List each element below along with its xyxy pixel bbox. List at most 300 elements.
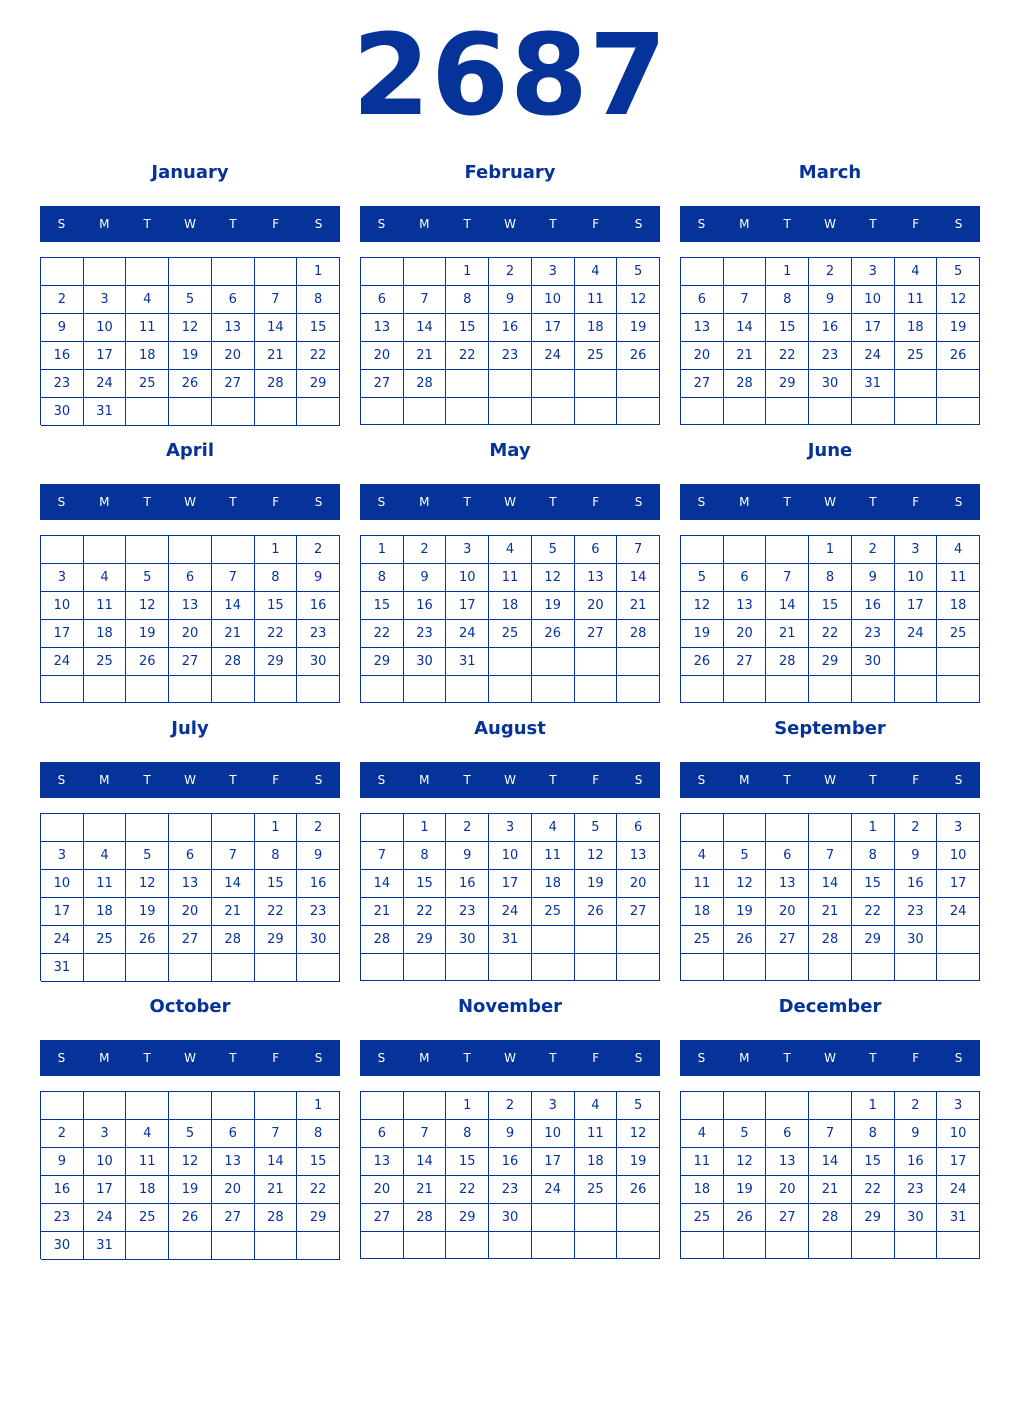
day-cell: 20 bbox=[681, 342, 724, 370]
day-cell: 20 bbox=[361, 1176, 404, 1204]
empty-cell bbox=[617, 676, 660, 703]
day-grid bbox=[360, 1091, 660, 1259]
day-cell: 5 bbox=[126, 564, 169, 592]
day-cell: 29 bbox=[852, 1204, 895, 1232]
day-cell: 15 bbox=[404, 870, 447, 898]
day-grid bbox=[680, 1091, 980, 1259]
weekday-label: W bbox=[824, 1051, 836, 1065]
empty-cell bbox=[532, 398, 575, 425]
day-cell: 23 bbox=[489, 342, 532, 370]
day-cell: 2 bbox=[489, 258, 532, 286]
day-cell: 13 bbox=[617, 842, 660, 870]
day-cell: 27 bbox=[617, 898, 660, 926]
empty-cell bbox=[724, 814, 767, 842]
empty-cell bbox=[575, 676, 618, 703]
day-cell: 17 bbox=[937, 870, 980, 898]
day-cell: 23 bbox=[297, 898, 340, 926]
weekday-label: T bbox=[549, 1051, 557, 1065]
day-cell: 16 bbox=[489, 1148, 532, 1176]
day-cell: 1 bbox=[297, 1092, 340, 1120]
empty-cell bbox=[937, 926, 980, 954]
weekday-label: S bbox=[57, 495, 66, 509]
day-cell: 27 bbox=[766, 1204, 809, 1232]
day-cell: 30 bbox=[489, 1204, 532, 1232]
day-cell: 22 bbox=[446, 1176, 489, 1204]
day-cell: 28 bbox=[404, 1204, 447, 1232]
day-cell: 21 bbox=[724, 342, 767, 370]
day-cell: 28 bbox=[361, 926, 404, 954]
day-cell: 2 bbox=[852, 536, 895, 564]
day-cell: 18 bbox=[937, 592, 980, 620]
weekday-label: T bbox=[783, 1051, 791, 1065]
weekday-header bbox=[40, 1040, 340, 1076]
day-cell: 19 bbox=[724, 1176, 767, 1204]
empty-cell bbox=[361, 814, 404, 842]
empty-cell bbox=[937, 398, 980, 425]
day-cell: 14 bbox=[809, 870, 852, 898]
day-cell: 7 bbox=[212, 842, 255, 870]
empty-cell bbox=[809, 676, 852, 703]
month-name: June bbox=[807, 440, 853, 461]
day-cell: 7 bbox=[766, 564, 809, 592]
weekday-label: T bbox=[549, 773, 557, 787]
weekday-label: T bbox=[229, 1051, 237, 1065]
empty-cell bbox=[169, 258, 212, 286]
day-cell: 26 bbox=[169, 370, 212, 398]
empty-cell bbox=[361, 1232, 404, 1259]
day-cell: 9 bbox=[489, 1120, 532, 1148]
day-cell: 27 bbox=[169, 926, 212, 954]
day-cell: 1 bbox=[255, 536, 298, 564]
weekday-label: M bbox=[419, 1051, 430, 1065]
day-cell: 18 bbox=[489, 592, 532, 620]
day-cell: 20 bbox=[212, 342, 255, 370]
day-cell: 20 bbox=[169, 898, 212, 926]
empty-cell bbox=[809, 954, 852, 981]
day-cell: 3 bbox=[532, 1092, 575, 1120]
weekday-label: M bbox=[99, 1051, 110, 1065]
day-cell: 10 bbox=[41, 870, 84, 898]
empty-cell bbox=[212, 258, 255, 286]
day-cell: 4 bbox=[532, 814, 575, 842]
day-cell: 24 bbox=[41, 926, 84, 954]
day-cell: 14 bbox=[766, 592, 809, 620]
weekday-header bbox=[40, 206, 340, 242]
day-cell: 19 bbox=[617, 1148, 660, 1176]
day-cell: 26 bbox=[937, 342, 980, 370]
weekday-label: S bbox=[954, 773, 963, 787]
day-cell: 25 bbox=[126, 370, 169, 398]
weekday-header bbox=[40, 484, 340, 520]
empty-cell bbox=[126, 954, 169, 982]
empty-cell bbox=[575, 370, 618, 398]
empty-cell bbox=[617, 954, 660, 981]
empty-cell bbox=[766, 954, 809, 981]
day-cell: 4 bbox=[126, 1120, 169, 1148]
day-cell: 29 bbox=[809, 648, 852, 676]
weekday-label: T bbox=[869, 773, 877, 787]
weekday-label: S bbox=[954, 495, 963, 509]
day-cell: 1 bbox=[766, 258, 809, 286]
day-cell: 8 bbox=[852, 1120, 895, 1148]
day-cell: 17 bbox=[84, 1176, 127, 1204]
empty-cell bbox=[446, 676, 489, 703]
weekday-header bbox=[680, 206, 980, 242]
empty-cell bbox=[41, 676, 84, 703]
empty-cell bbox=[532, 676, 575, 703]
empty-cell bbox=[126, 398, 169, 426]
day-cell: 23 bbox=[852, 620, 895, 648]
empty-cell bbox=[575, 954, 618, 981]
empty-cell bbox=[895, 1232, 938, 1259]
day-cell: 4 bbox=[84, 564, 127, 592]
day-cell: 25 bbox=[681, 1204, 724, 1232]
empty-cell bbox=[895, 954, 938, 981]
day-cell: 22 bbox=[766, 342, 809, 370]
day-cell: 15 bbox=[446, 1148, 489, 1176]
day-cell: 13 bbox=[361, 314, 404, 342]
day-cell: 17 bbox=[84, 342, 127, 370]
month-name: January bbox=[151, 162, 229, 183]
day-cell: 10 bbox=[532, 286, 575, 314]
day-cell: 30 bbox=[41, 1232, 84, 1260]
day-cell: 18 bbox=[126, 342, 169, 370]
day-cell: 30 bbox=[41, 398, 84, 426]
day-cell: 25 bbox=[895, 342, 938, 370]
day-cell: 10 bbox=[489, 842, 532, 870]
day-cell: 14 bbox=[212, 870, 255, 898]
day-cell: 3 bbox=[446, 536, 489, 564]
day-cell: 16 bbox=[41, 1176, 84, 1204]
weekday-header bbox=[360, 206, 660, 242]
day-cell: 19 bbox=[169, 1176, 212, 1204]
day-cell: 25 bbox=[489, 620, 532, 648]
weekday-label: M bbox=[99, 217, 110, 231]
weekday-label: F bbox=[592, 495, 600, 509]
weekday-label: F bbox=[912, 1051, 920, 1065]
day-cell: 19 bbox=[532, 592, 575, 620]
day-cell: 2 bbox=[41, 1120, 84, 1148]
day-cell: 13 bbox=[361, 1148, 404, 1176]
day-cell: 19 bbox=[617, 314, 660, 342]
day-cell: 14 bbox=[724, 314, 767, 342]
empty-cell bbox=[895, 398, 938, 425]
day-cell: 27 bbox=[212, 1204, 255, 1232]
day-cell: 23 bbox=[809, 342, 852, 370]
day-cell: 2 bbox=[809, 258, 852, 286]
day-cell: 22 bbox=[255, 620, 298, 648]
day-cell: 28 bbox=[212, 926, 255, 954]
day-cell: 9 bbox=[809, 286, 852, 314]
weekday-label: M bbox=[419, 217, 430, 231]
day-cell: 3 bbox=[895, 536, 938, 564]
day-cell: 9 bbox=[895, 1120, 938, 1148]
empty-cell bbox=[404, 258, 447, 286]
day-cell: 22 bbox=[809, 620, 852, 648]
day-cell: 24 bbox=[895, 620, 938, 648]
weekday-header bbox=[680, 484, 980, 520]
day-cell: 21 bbox=[809, 898, 852, 926]
day-cell: 31 bbox=[41, 954, 84, 982]
empty-cell bbox=[84, 676, 127, 703]
empty-cell bbox=[852, 1232, 895, 1259]
day-cell: 6 bbox=[169, 842, 212, 870]
day-cell: 11 bbox=[126, 314, 169, 342]
day-cell: 8 bbox=[766, 286, 809, 314]
day-cell: 12 bbox=[169, 314, 212, 342]
empty-cell bbox=[169, 954, 212, 982]
empty-cell bbox=[255, 1092, 298, 1120]
empty-cell bbox=[681, 536, 724, 564]
day-cell: 1 bbox=[361, 536, 404, 564]
day-cell: 26 bbox=[617, 1176, 660, 1204]
empty-cell bbox=[724, 954, 767, 981]
empty-cell bbox=[404, 398, 447, 425]
weekday-label: T bbox=[783, 495, 791, 509]
day-cell: 26 bbox=[681, 648, 724, 676]
year-title: 2687 bbox=[352, 11, 668, 141]
day-cell: 15 bbox=[361, 592, 404, 620]
day-cell: 9 bbox=[297, 842, 340, 870]
day-cell: 20 bbox=[724, 620, 767, 648]
day-cell: 16 bbox=[41, 342, 84, 370]
empty-cell bbox=[895, 676, 938, 703]
day-cell: 8 bbox=[297, 286, 340, 314]
weekday-label: F bbox=[592, 217, 600, 231]
day-cell: 10 bbox=[446, 564, 489, 592]
empty-cell bbox=[255, 676, 298, 703]
day-cell: 22 bbox=[297, 1176, 340, 1204]
day-cell: 24 bbox=[84, 370, 127, 398]
day-cell: 27 bbox=[681, 370, 724, 398]
day-cell: 13 bbox=[575, 564, 618, 592]
empty-cell bbox=[681, 814, 724, 842]
day-cell: 29 bbox=[446, 1204, 489, 1232]
day-cell: 14 bbox=[404, 314, 447, 342]
day-cell: 29 bbox=[255, 648, 298, 676]
weekday-label: W bbox=[504, 773, 516, 787]
month-name: September bbox=[774, 718, 886, 739]
day-cell: 2 bbox=[41, 286, 84, 314]
day-cell: 16 bbox=[489, 314, 532, 342]
day-cell: 15 bbox=[852, 1148, 895, 1176]
day-cell: 27 bbox=[575, 620, 618, 648]
day-grid bbox=[40, 257, 340, 425]
day-cell: 18 bbox=[84, 898, 127, 926]
day-cell: 21 bbox=[617, 592, 660, 620]
day-cell: 13 bbox=[766, 1148, 809, 1176]
day-cell: 24 bbox=[41, 648, 84, 676]
empty-cell bbox=[724, 536, 767, 564]
day-cell: 29 bbox=[404, 926, 447, 954]
day-cell: 10 bbox=[937, 1120, 980, 1148]
day-cell: 13 bbox=[169, 870, 212, 898]
day-cell: 10 bbox=[532, 1120, 575, 1148]
weekday-label: M bbox=[739, 1051, 750, 1065]
empty-cell bbox=[404, 676, 447, 703]
day-cell: 16 bbox=[895, 870, 938, 898]
day-cell: 7 bbox=[255, 286, 298, 314]
weekday-label: T bbox=[869, 217, 877, 231]
day-cell: 18 bbox=[575, 314, 618, 342]
day-cell: 22 bbox=[446, 342, 489, 370]
weekday-label: S bbox=[57, 1051, 66, 1065]
empty-cell bbox=[766, 676, 809, 703]
day-cell: 2 bbox=[297, 814, 340, 842]
weekday-header bbox=[680, 1040, 980, 1076]
day-cell: 4 bbox=[489, 536, 532, 564]
empty-cell bbox=[212, 398, 255, 426]
day-cell: 25 bbox=[84, 926, 127, 954]
day-cell: 18 bbox=[126, 1176, 169, 1204]
day-cell: 14 bbox=[255, 314, 298, 342]
day-cell: 10 bbox=[84, 1148, 127, 1176]
weekday-header bbox=[360, 762, 660, 798]
weekday-label: F bbox=[592, 773, 600, 787]
empty-cell bbox=[297, 954, 340, 982]
day-cell: 1 bbox=[809, 536, 852, 564]
day-cell: 1 bbox=[852, 1092, 895, 1120]
day-cell: 20 bbox=[766, 1176, 809, 1204]
weekday-label: F bbox=[272, 1051, 280, 1065]
weekday-label: M bbox=[739, 217, 750, 231]
day-cell: 3 bbox=[84, 286, 127, 314]
day-cell: 12 bbox=[617, 1120, 660, 1148]
empty-cell bbox=[126, 1092, 169, 1120]
empty-cell bbox=[532, 1232, 575, 1259]
empty-cell bbox=[489, 1232, 532, 1259]
day-cell: 12 bbox=[575, 842, 618, 870]
day-cell: 8 bbox=[446, 286, 489, 314]
day-cell: 18 bbox=[681, 1176, 724, 1204]
day-cell: 3 bbox=[489, 814, 532, 842]
day-grid bbox=[360, 813, 660, 981]
day-cell: 18 bbox=[532, 870, 575, 898]
day-cell: 15 bbox=[446, 314, 489, 342]
month-name: May bbox=[489, 440, 531, 461]
day-cell: 8 bbox=[255, 564, 298, 592]
day-cell: 26 bbox=[126, 926, 169, 954]
day-cell: 16 bbox=[446, 870, 489, 898]
day-cell: 22 bbox=[361, 620, 404, 648]
day-cell: 18 bbox=[84, 620, 127, 648]
empty-cell bbox=[489, 648, 532, 676]
empty-cell bbox=[361, 954, 404, 981]
day-cell: 25 bbox=[532, 898, 575, 926]
day-grid bbox=[680, 257, 980, 425]
empty-cell bbox=[169, 536, 212, 564]
day-cell: 5 bbox=[681, 564, 724, 592]
day-cell: 4 bbox=[575, 1092, 618, 1120]
empty-cell bbox=[809, 814, 852, 842]
day-cell: 3 bbox=[84, 1120, 127, 1148]
empty-cell bbox=[297, 398, 340, 426]
day-cell: 12 bbox=[617, 286, 660, 314]
empty-cell bbox=[489, 370, 532, 398]
day-cell: 1 bbox=[852, 814, 895, 842]
empty-cell bbox=[212, 676, 255, 703]
empty-cell bbox=[361, 258, 404, 286]
day-cell: 27 bbox=[766, 926, 809, 954]
weekday-label: W bbox=[504, 1051, 516, 1065]
weekday-label: W bbox=[824, 773, 836, 787]
day-cell: 23 bbox=[489, 1176, 532, 1204]
weekday-label: M bbox=[419, 495, 430, 509]
empty-cell bbox=[766, 814, 809, 842]
day-cell: 4 bbox=[681, 842, 724, 870]
day-cell: 14 bbox=[361, 870, 404, 898]
weekday-label: F bbox=[272, 773, 280, 787]
day-cell: 9 bbox=[404, 564, 447, 592]
weekday-label: W bbox=[504, 217, 516, 231]
weekday-label: S bbox=[314, 217, 323, 231]
empty-cell bbox=[169, 814, 212, 842]
weekday-header bbox=[40, 762, 340, 798]
empty-cell bbox=[681, 1232, 724, 1259]
empty-cell bbox=[297, 676, 340, 703]
day-cell: 7 bbox=[255, 1120, 298, 1148]
month-name: December bbox=[778, 996, 882, 1017]
day-cell: 4 bbox=[937, 536, 980, 564]
empty-cell bbox=[255, 398, 298, 426]
empty-cell bbox=[41, 536, 84, 564]
empty-cell bbox=[84, 954, 127, 982]
day-cell: 23 bbox=[41, 1204, 84, 1232]
day-cell: 30 bbox=[809, 370, 852, 398]
day-cell: 15 bbox=[852, 870, 895, 898]
empty-cell bbox=[575, 1204, 618, 1232]
day-cell: 5 bbox=[724, 1120, 767, 1148]
empty-cell bbox=[937, 370, 980, 398]
day-cell: 6 bbox=[766, 842, 809, 870]
weekday-label: T bbox=[463, 1051, 471, 1065]
day-cell: 22 bbox=[297, 342, 340, 370]
day-cell: 21 bbox=[809, 1176, 852, 1204]
day-cell: 17 bbox=[852, 314, 895, 342]
day-cell: 17 bbox=[895, 592, 938, 620]
empty-cell bbox=[126, 676, 169, 703]
day-cell: 9 bbox=[297, 564, 340, 592]
empty-cell bbox=[617, 370, 660, 398]
day-cell: 6 bbox=[361, 286, 404, 314]
empty-cell bbox=[575, 1232, 618, 1259]
day-cell: 15 bbox=[297, 314, 340, 342]
weekday-label: M bbox=[739, 773, 750, 787]
day-cell: 13 bbox=[766, 870, 809, 898]
day-cell: 28 bbox=[766, 648, 809, 676]
day-cell: 22 bbox=[852, 1176, 895, 1204]
day-cell: 21 bbox=[766, 620, 809, 648]
day-cell: 17 bbox=[41, 620, 84, 648]
weekday-label: T bbox=[463, 217, 471, 231]
day-cell: 30 bbox=[895, 926, 938, 954]
day-cell: 19 bbox=[126, 898, 169, 926]
empty-cell bbox=[895, 648, 938, 676]
day-cell: 19 bbox=[169, 342, 212, 370]
day-grid bbox=[40, 1091, 340, 1259]
day-cell: 20 bbox=[169, 620, 212, 648]
weekday-label: S bbox=[634, 217, 643, 231]
day-cell: 6 bbox=[681, 286, 724, 314]
day-cell: 9 bbox=[489, 286, 532, 314]
day-cell: 5 bbox=[532, 536, 575, 564]
day-cell: 28 bbox=[724, 370, 767, 398]
day-cell: 19 bbox=[724, 898, 767, 926]
day-cell: 25 bbox=[84, 648, 127, 676]
day-cell: 15 bbox=[255, 592, 298, 620]
day-cell: 19 bbox=[126, 620, 169, 648]
empty-cell bbox=[937, 1232, 980, 1259]
